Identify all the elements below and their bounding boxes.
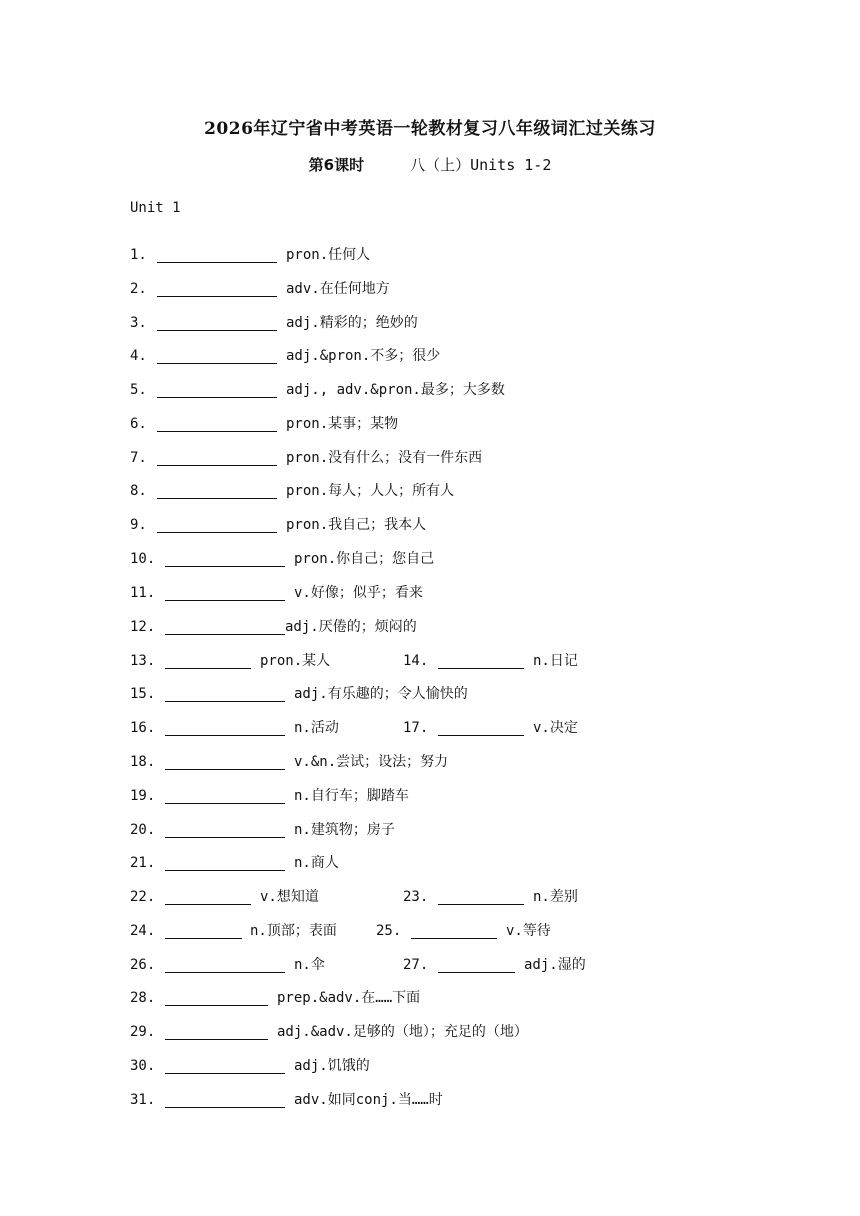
item-number: 2. [130, 281, 147, 297]
answer-blank[interactable] [165, 1039, 268, 1040]
answer-blank[interactable] [165, 668, 251, 669]
answer-blank[interactable] [438, 972, 515, 973]
item-definition: v.&n.尝试；设法；努力 [294, 754, 449, 770]
item-number: 5. [130, 382, 147, 398]
answer-blank[interactable] [438, 735, 524, 736]
answer-blank[interactable] [165, 600, 285, 601]
item-number: 21. [130, 855, 156, 871]
unit-heading: Unit 1 [130, 200, 181, 216]
item-definition: v.好像；似乎；看来 [294, 585, 423, 601]
item-definition: pron.某事；某物 [286, 416, 399, 432]
item-number: 27. [403, 957, 429, 973]
item-definition: n.自行车；脚踏车 [294, 788, 409, 804]
answer-blank[interactable] [165, 1107, 285, 1108]
answer-blank[interactable] [438, 668, 524, 669]
lesson-label: 第6课时 [308, 156, 365, 174]
answer-blank[interactable] [157, 465, 277, 466]
item-definition: n.差别 [533, 889, 578, 905]
item-definition: pron.没有什么；没有一件东西 [286, 450, 483, 466]
item-definition: pron.我自己；我本人 [286, 517, 427, 533]
answer-blank[interactable] [157, 363, 277, 364]
answer-blank[interactable] [157, 431, 277, 432]
answer-blank[interactable] [165, 870, 285, 871]
answer-blank[interactable] [165, 634, 285, 635]
answer-blank[interactable] [165, 769, 285, 770]
item-number: 31. [130, 1092, 156, 1108]
item-number: 30. [130, 1058, 156, 1074]
item-definition: adj.厌倦的；烦闷的 [285, 619, 417, 635]
answer-blank[interactable] [165, 972, 285, 973]
item-definition: n.商人 [294, 855, 339, 871]
answer-blank[interactable] [165, 1073, 285, 1074]
answer-blank[interactable] [165, 837, 285, 838]
item-definition: prep.&adv.在……下面 [277, 990, 421, 1006]
answer-blank[interactable] [438, 904, 524, 905]
item-number: 15. [130, 686, 156, 702]
item-definition: adj.&adv.足够的（地）；充足的（地） [277, 1024, 528, 1040]
item-definition: adj.精彩的；绝妙的 [286, 315, 418, 331]
item-number: 13. [130, 653, 156, 669]
answer-blank[interactable] [165, 1005, 268, 1006]
item-number: 11. [130, 585, 156, 601]
item-definition: pron.你自己；您自己 [294, 551, 435, 567]
answer-blank[interactable] [165, 803, 285, 804]
item-definition: adv.在任何地方 [286, 281, 390, 297]
item-number: 16. [130, 720, 156, 736]
item-definition: adv.如同conj.当……时 [294, 1092, 443, 1108]
item-number: 26. [130, 957, 156, 973]
page-subtitle [0, 154, 860, 175]
item-definition: v.想知道 [260, 889, 319, 905]
item-number: 29. [130, 1024, 156, 1040]
item-definition: adj.&pron.不多；很少 [286, 348, 441, 364]
item-definition: v.等待 [506, 923, 551, 939]
item-number: 22. [130, 889, 156, 905]
item-definition: n.顶部；表面 [250, 923, 337, 939]
item-number: 28. [130, 990, 156, 1006]
item-number: 9. [130, 517, 147, 533]
item-number: 8. [130, 483, 147, 499]
item-number: 17. [403, 720, 429, 736]
item-number: 12. [130, 619, 156, 635]
answer-blank[interactable] [165, 566, 285, 567]
item-number: 23. [403, 889, 429, 905]
answer-blank[interactable] [157, 397, 277, 398]
answer-blank[interactable] [157, 330, 277, 331]
item-number: 25. [376, 923, 402, 939]
item-number: 1. [130, 247, 147, 263]
answer-blank[interactable] [165, 904, 251, 905]
item-definition: v.决定 [533, 720, 578, 736]
item-number: 24. [130, 923, 156, 939]
answer-blank[interactable] [157, 296, 277, 297]
item-number: 18. [130, 754, 156, 770]
item-definition: adj.有乐趣的；令人愉快的 [294, 686, 468, 702]
answer-blank[interactable] [157, 498, 277, 499]
answer-blank[interactable] [157, 262, 277, 263]
item-number: 10. [130, 551, 156, 567]
answer-blank[interactable] [165, 735, 285, 736]
item-number: 3. [130, 315, 147, 331]
item-definition: n.建筑物；房子 [294, 822, 395, 838]
item-number: 20. [130, 822, 156, 838]
item-definition: n.日记 [533, 653, 578, 669]
answer-blank[interactable] [157, 532, 277, 533]
item-definition: pron.每人；人人；所有人 [286, 483, 455, 499]
answer-blank[interactable] [165, 701, 285, 702]
item-definition: pron.某人 [260, 653, 331, 669]
answer-blank[interactable] [165, 938, 242, 939]
item-definition: pron.任何人 [286, 247, 371, 263]
item-definition: n.伞 [294, 957, 325, 973]
units-label: 八（上）Units 1-2 [410, 156, 552, 174]
item-definition: n.活动 [294, 720, 339, 736]
item-number: 4. [130, 348, 147, 364]
page-title: 2026年辽宁省中考英语一轮教材复习八年级词汇过关练习 [204, 119, 656, 139]
item-definition: adj., adv.&pron.最多；大多数 [286, 382, 505, 398]
item-definition: adj.饥饿的 [294, 1058, 370, 1074]
item-number: 6. [130, 416, 147, 432]
item-number: 14. [403, 653, 429, 669]
item-number: 7. [130, 450, 147, 466]
item-number: 19. [130, 788, 156, 804]
answer-blank[interactable] [411, 938, 497, 939]
item-definition: adj.湿的 [524, 957, 586, 973]
